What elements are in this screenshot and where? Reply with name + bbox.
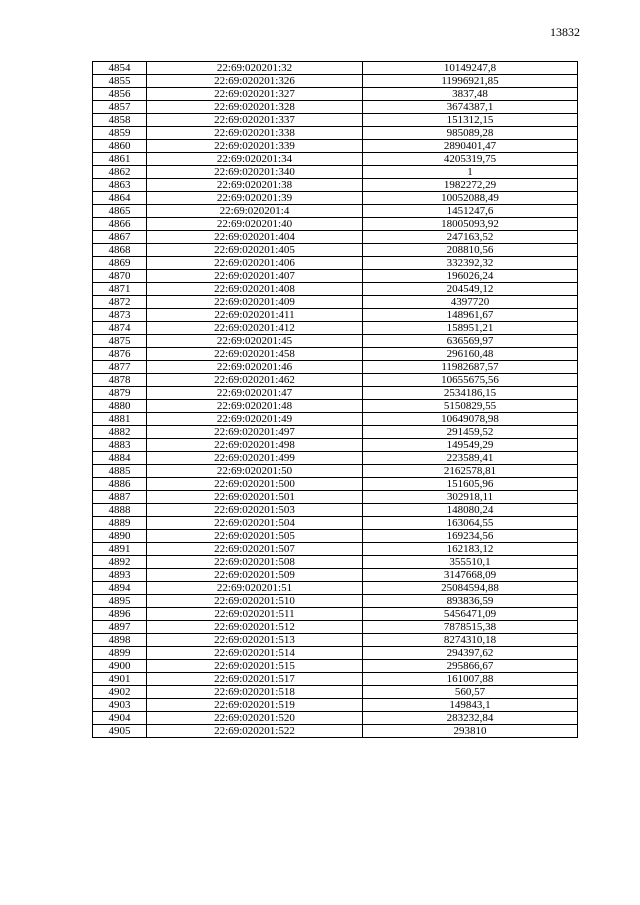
table-row [93, 62, 578, 75]
row-number-cell: 4895 [93, 595, 147, 608]
table-row [93, 712, 578, 725]
row-number-cell: 4867 [93, 231, 147, 244]
table-row [93, 621, 578, 634]
cadastral-number-cell: 22:69:020201:504 [147, 517, 363, 530]
row-number-cell: 4872 [93, 296, 147, 309]
table-row [93, 153, 578, 166]
row-number-cell: 4897 [93, 621, 147, 634]
cadastral-number-cell: 22:69:020201:511 [147, 608, 363, 621]
row-number-cell: 4879 [93, 387, 147, 400]
cadastral-value-cell: 169234,56 [363, 530, 578, 543]
table-row [93, 569, 578, 582]
cadastral-value-cell: 283232,84 [363, 712, 578, 725]
cadastral-number-cell: 22:69:020201:404 [147, 231, 363, 244]
row-number-cell: 4871 [93, 283, 147, 296]
cadastral-number-cell: 22:69:020201:51 [147, 582, 363, 595]
row-number-cell: 4862 [93, 166, 147, 179]
cadastral-value-cell: 295866,67 [363, 660, 578, 673]
cadastral-number-cell: 22:69:020201:499 [147, 452, 363, 465]
row-number-cell: 4885 [93, 465, 147, 478]
table-row [93, 75, 578, 88]
row-number-cell: 4861 [93, 153, 147, 166]
row-number-cell: 4888 [93, 504, 147, 517]
cadastral-value-cell: 25084594,88 [363, 582, 578, 595]
table-row [93, 166, 578, 179]
table-row [93, 140, 578, 153]
cadastral-value-cell: 148080,24 [363, 504, 578, 517]
cadastral-number-cell: 22:69:020201:522 [147, 725, 363, 738]
cadastral-number-cell: 22:69:020201:405 [147, 244, 363, 257]
cadastral-value-cell: 332392,32 [363, 257, 578, 270]
row-number-cell: 4902 [93, 686, 147, 699]
table-row [93, 699, 578, 712]
cadastral-value-cell: 4205319,75 [363, 153, 578, 166]
row-number-cell: 4899 [93, 647, 147, 660]
cadastral-value-cell: 636569,97 [363, 335, 578, 348]
row-number-cell: 4856 [93, 88, 147, 101]
table-row [93, 647, 578, 660]
cadastral-number-cell: 22:69:020201:512 [147, 621, 363, 634]
table-row [93, 257, 578, 270]
row-number-cell: 4865 [93, 205, 147, 218]
cadastral-number-cell: 22:69:020201:514 [147, 647, 363, 660]
table-row [93, 439, 578, 452]
cadastral-value-cell: 247163,52 [363, 231, 578, 244]
table-row [93, 244, 578, 257]
table-row [93, 673, 578, 686]
row-number-cell: 4854 [93, 62, 147, 75]
table-row [93, 127, 578, 140]
cadastral-number-cell: 22:69:020201:45 [147, 335, 363, 348]
cadastral-number-cell: 22:69:020201:503 [147, 504, 363, 517]
table-row [93, 231, 578, 244]
cadastral-value-cell: 162183,12 [363, 543, 578, 556]
cadastral-number-cell: 22:69:020201:39 [147, 192, 363, 205]
cadastral-number-cell: 22:69:020201:509 [147, 569, 363, 582]
row-number-cell: 4863 [93, 179, 147, 192]
row-number-cell: 4880 [93, 400, 147, 413]
cadastral-value-cell: 208810,56 [363, 244, 578, 257]
row-number-cell: 4883 [93, 439, 147, 452]
cadastral-number-cell: 22:69:020201:327 [147, 88, 363, 101]
cadastral-value-cell: 2534186,15 [363, 387, 578, 400]
cadastral-number-cell: 22:69:020201:520 [147, 712, 363, 725]
cadastral-value-cell: 294397,62 [363, 647, 578, 660]
cadastral-number-cell: 22:69:020201:508 [147, 556, 363, 569]
cadastral-value-cell: 3674387,1 [363, 101, 578, 114]
table-body [93, 62, 578, 738]
table-row [93, 608, 578, 621]
row-number-cell: 4857 [93, 101, 147, 114]
cadastral-number-cell: 22:69:020201:339 [147, 140, 363, 153]
table-row [93, 478, 578, 491]
cadastral-value-cell: 151312,15 [363, 114, 578, 127]
row-number-cell: 4875 [93, 335, 147, 348]
table-row [93, 361, 578, 374]
row-number-cell: 4869 [93, 257, 147, 270]
cadastral-number-cell: 22:69:020201:406 [147, 257, 363, 270]
row-number-cell: 4901 [93, 673, 147, 686]
row-number-cell: 4878 [93, 374, 147, 387]
row-number-cell: 4903 [93, 699, 147, 712]
row-number-cell: 4894 [93, 582, 147, 595]
cadastral-value-cell: 149843,1 [363, 699, 578, 712]
cadastral-number-cell: 22:69:020201:409 [147, 296, 363, 309]
row-number-cell: 4896 [93, 608, 147, 621]
row-number-cell: 4877 [93, 361, 147, 374]
cadastral-value-cell: 18005093,92 [363, 218, 578, 231]
table-row [93, 335, 578, 348]
cadastral-number-cell: 22:69:020201:340 [147, 166, 363, 179]
row-number-cell: 4898 [93, 634, 147, 647]
row-number-cell: 4870 [93, 270, 147, 283]
row-number-cell: 4890 [93, 530, 147, 543]
table-row [93, 101, 578, 114]
row-number-cell: 4860 [93, 140, 147, 153]
row-number-cell: 4882 [93, 426, 147, 439]
row-number-cell: 4855 [93, 75, 147, 88]
page-number: 13832 [550, 25, 580, 39]
cadastral-value-cell: 355510,1 [363, 556, 578, 569]
row-number-cell: 4886 [93, 478, 147, 491]
row-number-cell: 4866 [93, 218, 147, 231]
cadastral-number-cell: 22:69:020201:40 [147, 218, 363, 231]
cadastral-value-cell: 3147668,09 [363, 569, 578, 582]
cadastral-value-table [92, 61, 578, 738]
cadastral-value-cell: 163064,55 [363, 517, 578, 530]
table-row [93, 192, 578, 205]
table-row [93, 660, 578, 673]
row-number-cell: 4864 [93, 192, 147, 205]
cadastral-value-cell: 291459,52 [363, 426, 578, 439]
cadastral-number-cell: 22:69:020201:519 [147, 699, 363, 712]
cadastral-number-cell: 22:69:020201:49 [147, 413, 363, 426]
row-number-cell: 4881 [93, 413, 147, 426]
table-row [93, 725, 578, 738]
cadastral-value-cell: 161007,88 [363, 673, 578, 686]
cadastral-value-cell: 11982687,57 [363, 361, 578, 374]
table-row [93, 413, 578, 426]
cadastral-value-cell: 204549,12 [363, 283, 578, 296]
cadastral-value-cell: 560,57 [363, 686, 578, 699]
table-row [93, 309, 578, 322]
cadastral-value-cell: 302918,11 [363, 491, 578, 504]
table-row [93, 283, 578, 296]
cadastral-number-cell: 22:69:020201:32 [147, 62, 363, 75]
row-number-cell: 4891 [93, 543, 147, 556]
table-row [93, 88, 578, 101]
table-row [93, 595, 578, 608]
cadastral-number-cell: 22:69:020201:408 [147, 283, 363, 296]
cadastral-value-cell: 1451247,6 [363, 205, 578, 218]
row-number-cell: 4859 [93, 127, 147, 140]
cadastral-number-cell: 22:69:020201:507 [147, 543, 363, 556]
row-number-cell: 4858 [93, 114, 147, 127]
cadastral-number-cell: 22:69:020201:328 [147, 101, 363, 114]
cadastral-value-cell: 893836,59 [363, 595, 578, 608]
row-number-cell: 4884 [93, 452, 147, 465]
table-row [93, 205, 578, 218]
table-row [93, 426, 578, 439]
row-number-cell: 4893 [93, 569, 147, 582]
table-row [93, 218, 578, 231]
row-number-cell: 4868 [93, 244, 147, 257]
cadastral-value-cell: 196026,24 [363, 270, 578, 283]
cadastral-number-cell: 22:69:020201:505 [147, 530, 363, 543]
cadastral-number-cell: 22:69:020201:326 [147, 75, 363, 88]
cadastral-number-cell: 22:69:020201:412 [147, 322, 363, 335]
cadastral-value-cell: 223589,41 [363, 452, 578, 465]
cadastral-value-cell: 296160,48 [363, 348, 578, 361]
cadastral-number-cell: 22:69:020201:517 [147, 673, 363, 686]
row-number-cell: 4892 [93, 556, 147, 569]
row-number-cell: 4900 [93, 660, 147, 673]
row-number-cell: 4905 [93, 725, 147, 738]
cadastral-number-cell: 22:69:020201:48 [147, 400, 363, 413]
cadastral-number-cell: 22:69:020201:50 [147, 465, 363, 478]
cadastral-value-cell: 2890401,47 [363, 140, 578, 153]
table-row [93, 556, 578, 569]
cadastral-number-cell: 22:69:020201:47 [147, 387, 363, 400]
table-row [93, 543, 578, 556]
row-number-cell: 4904 [93, 712, 147, 725]
cadastral-number-cell: 22:69:020201:513 [147, 634, 363, 647]
table-row [93, 686, 578, 699]
cadastral-value-cell: 158951,21 [363, 322, 578, 335]
cadastral-value-cell: 10149247,8 [363, 62, 578, 75]
table-row [93, 400, 578, 413]
row-number-cell: 4889 [93, 517, 147, 530]
table-row [93, 348, 578, 361]
table-row [93, 179, 578, 192]
cadastral-number-cell: 22:69:020201:46 [147, 361, 363, 374]
table-row [93, 296, 578, 309]
cadastral-number-cell: 22:69:020201:34 [147, 153, 363, 166]
cadastral-number-cell: 22:69:020201:458 [147, 348, 363, 361]
table-row [93, 114, 578, 127]
cadastral-value-cell: 149549,29 [363, 439, 578, 452]
cadastral-number-cell: 22:69:020201:501 [147, 491, 363, 504]
cadastral-number-cell: 22:69:020201:498 [147, 439, 363, 452]
cadastral-value-cell: 985089,28 [363, 127, 578, 140]
table-row [93, 517, 578, 530]
cadastral-value-cell: 10649078,98 [363, 413, 578, 426]
cadastral-number-cell: 22:69:020201:411 [147, 309, 363, 322]
table-row [93, 504, 578, 517]
table-row [93, 530, 578, 543]
table-row [93, 582, 578, 595]
cadastral-value-cell: 5456471,09 [363, 608, 578, 621]
cadastral-number-cell: 22:69:020201:510 [147, 595, 363, 608]
cadastral-value-cell: 5150829,55 [363, 400, 578, 413]
table-row [93, 634, 578, 647]
table-row [93, 322, 578, 335]
table-row [93, 374, 578, 387]
cadastral-value-cell: 10052088,49 [363, 192, 578, 205]
cadastral-value-cell: 7878515,38 [363, 621, 578, 634]
cadastral-number-cell: 22:69:020201:4 [147, 205, 363, 218]
cadastral-value-cell: 11996921,85 [363, 75, 578, 88]
cadastral-number-cell: 22:69:020201:38 [147, 179, 363, 192]
cadastral-number-cell: 22:69:020201:515 [147, 660, 363, 673]
cadastral-value-cell: 4397720 [363, 296, 578, 309]
cadastral-number-cell: 22:69:020201:518 [147, 686, 363, 699]
cadastral-value-cell: 8274310,18 [363, 634, 578, 647]
cadastral-number-cell: 22:69:020201:500 [147, 478, 363, 491]
table-row [93, 465, 578, 478]
cadastral-value-cell: 1982272,29 [363, 179, 578, 192]
cadastral-value-cell: 2162578,81 [363, 465, 578, 478]
table-row [93, 270, 578, 283]
cadastral-value-cell: 3837,48 [363, 88, 578, 101]
row-number-cell: 4876 [93, 348, 147, 361]
cadastral-number-cell: 22:69:020201:407 [147, 270, 363, 283]
cadastral-number-cell: 22:69:020201:337 [147, 114, 363, 127]
row-number-cell: 4874 [93, 322, 147, 335]
table-row [93, 452, 578, 465]
cadastral-number-cell: 22:69:020201:338 [147, 127, 363, 140]
row-number-cell: 4887 [93, 491, 147, 504]
table-row [93, 387, 578, 400]
cadastral-value-cell: 151605,96 [363, 478, 578, 491]
cadastral-value-cell: 10655675,56 [363, 374, 578, 387]
cadastral-value-cell: 148961,67 [363, 309, 578, 322]
cadastral-number-cell: 22:69:020201:497 [147, 426, 363, 439]
cadastral-value-cell: 293810 [363, 725, 578, 738]
cadastral-value-cell: 1 [363, 166, 578, 179]
row-number-cell: 4873 [93, 309, 147, 322]
table-row [93, 491, 578, 504]
cadastral-number-cell: 22:69:020201:462 [147, 374, 363, 387]
